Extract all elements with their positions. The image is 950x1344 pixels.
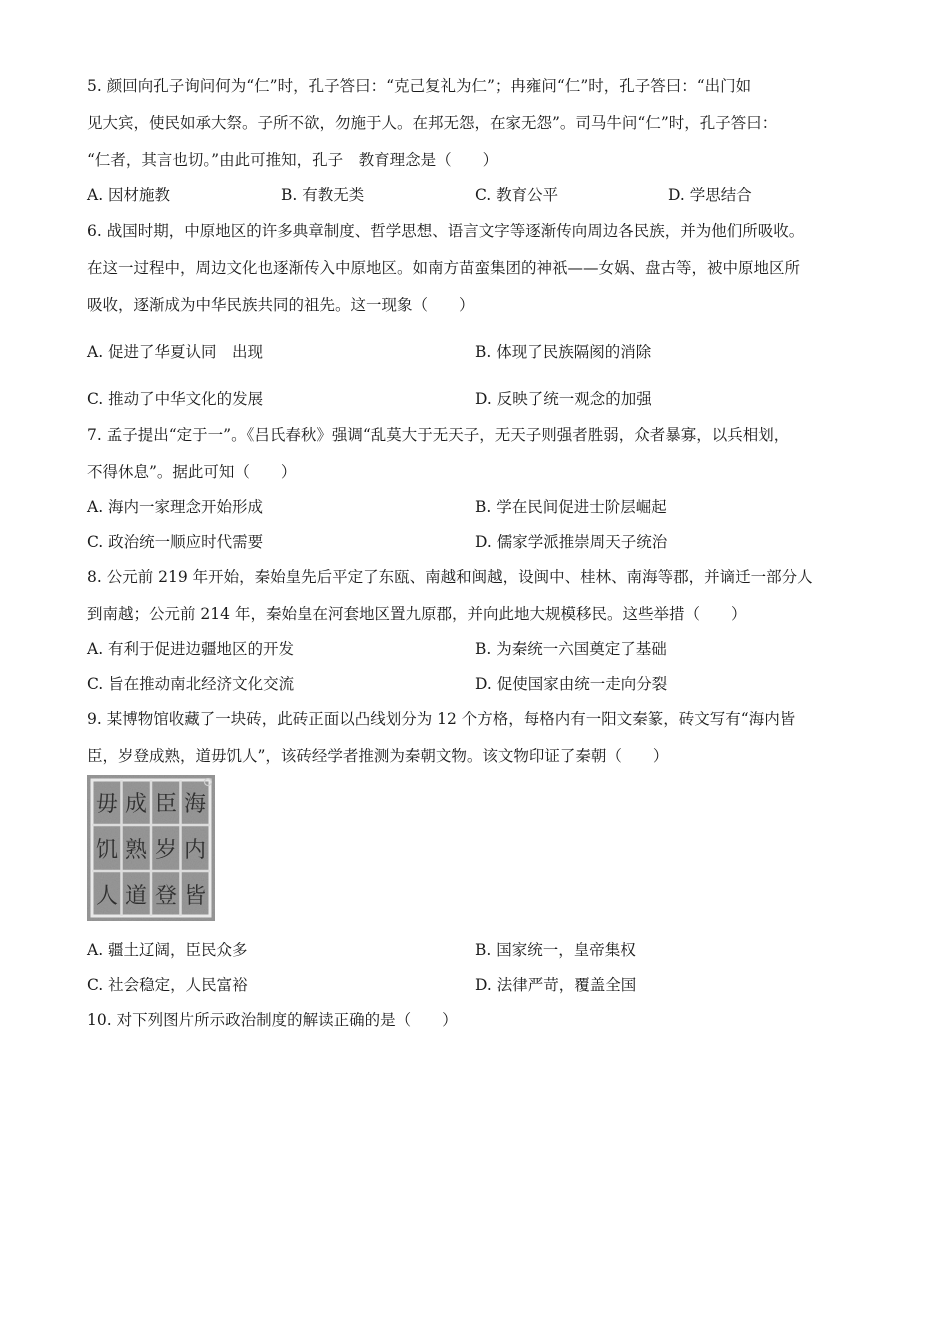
q7-option-b: B. 学在民间促进士阶层崛起 [475, 498, 667, 516]
brick-char: 内 [183, 838, 207, 863]
q7-option-c: C. 政治统一顺应时代需要 [87, 533, 264, 551]
q6-option-d: D. 反映了统一观念的加强 [475, 390, 652, 408]
brick-char: 毋 [95, 792, 119, 817]
q8-option-a: A. 有利于促进边疆地区的开发 [87, 640, 295, 658]
q8-option-d: D. 促使国家由统一走向分裂 [475, 675, 668, 693]
q6-stem-line-1: 6. 战国时期，中原地区的许多典章制度、哲学思想、语言文字等逐渐传向周边各民族，并为他们所吸收。 [87, 222, 805, 240]
brick-char: 海 [183, 792, 207, 817]
brick-char: 人 [95, 884, 119, 909]
q9-stem-line-2: 臣，岁登成熟，道毋饥人”，该砖经学者推测为秦朝文物。该文物印证了秦朝（ ） [87, 747, 669, 765]
q5-stem-line-1: 5. 颜回向孔子询问何为“仁”时，孔子答曰：“克己复礼为仁”；冉雍问“仁”时，孔子答曰：“出门如 [87, 77, 752, 95]
brick-char: 臣 [154, 792, 178, 817]
brick-char: 岁 [154, 838, 178, 863]
qin-brick-image [87, 775, 215, 921]
q9-option-c: C. 社会稳定，人民富裕 [87, 976, 248, 994]
q7-stem-line-2: 不得休息”。据此可知（ ） [87, 463, 297, 481]
brick-char: 饥 [95, 838, 119, 863]
q7-option-a: A. 海内一家理念开始形成 [87, 498, 264, 516]
q7-option-d: D. 儒家学派推崇周天子统治 [475, 533, 668, 551]
q5-option-c: C. 教育公平 [475, 186, 559, 204]
q8-stem-line-2: 到南越；公元前 214 年，秦始皇在河套地区置九原郡，并向此地大规模移民。这些举措（ ） [87, 605, 747, 623]
q5-stem-line-3: “仁者，其言也切。”由此可推知，孔子 教育理念是（ ） [87, 151, 499, 169]
q8-stem-line-1: 8. 公元前 219 年开始，秦始皇先后平定了东瓯、南越和闽越，设闽中、桂林、南海等郡，并谪迁一部分人 [87, 568, 813, 586]
q9-option-d: D. 法律严苛，覆盖全国 [475, 976, 637, 994]
q5-option-d: D. 学思结合 [668, 186, 752, 204]
q5-option-b: B. 有教无类 [281, 186, 365, 204]
q6-option-a: A. 促进了华夏认同 出现 [87, 343, 264, 361]
q8-option-b: B. 为秦统一六国奠定了基础 [475, 640, 667, 658]
q9-option-b: B. 国家统一，皇帝集权 [475, 941, 636, 959]
q7-stem-line-1: 7. 孟子提出“定于一”。《吕氏春秋》强调“乱莫大于无天子，无天子则强者胜弱，众者暴寡，以兵相划， [87, 426, 790, 444]
brick-char: 熟 [124, 838, 148, 863]
q10-stem-line-1: 10. 对下列图片所示政治制度的解读正确的是（ ） [87, 1011, 458, 1029]
q9-option-a: A. 疆土辽阔，臣民众多 [87, 941, 248, 959]
q6-stem-line-2: 在这一过程中，周边文化也逐渐传入中原地区。如南方苗蛮集团的神祇——女娲、盘古等，被中原地区所 [87, 259, 801, 277]
q5-option-a: A. 因材施教 [87, 186, 171, 204]
q6-option-b: B. 体现了民族隔阂的消除 [475, 343, 652, 361]
brick-char: 成 [124, 792, 148, 817]
brick-char: 皆 [183, 884, 207, 909]
q6-stem-line-3: 吸收，逐渐成为中华民族共同的祖先。这一现象（ ） [87, 296, 475, 314]
brick-char: 道 [124, 884, 148, 909]
q8-option-c: C. 旨在推动南北经济文化交流 [87, 675, 295, 693]
q5-stem-line-2: 见大宾，使民如承大祭。子所不欲，勿施于人。在邦无怨，在家无怨”。司马牛问“仁”时，孔子答曰： [87, 114, 778, 132]
q9-stem-line-1: 9. 某博物馆收藏了一块砖，此砖正面以凸线划分为 12 个方格，每格内有一阳文秦篆，砖文写有“海内皆 [87, 710, 796, 728]
brick-char: 登 [154, 884, 178, 909]
q6-option-c: C. 推动了中华文化的发展 [87, 390, 264, 408]
